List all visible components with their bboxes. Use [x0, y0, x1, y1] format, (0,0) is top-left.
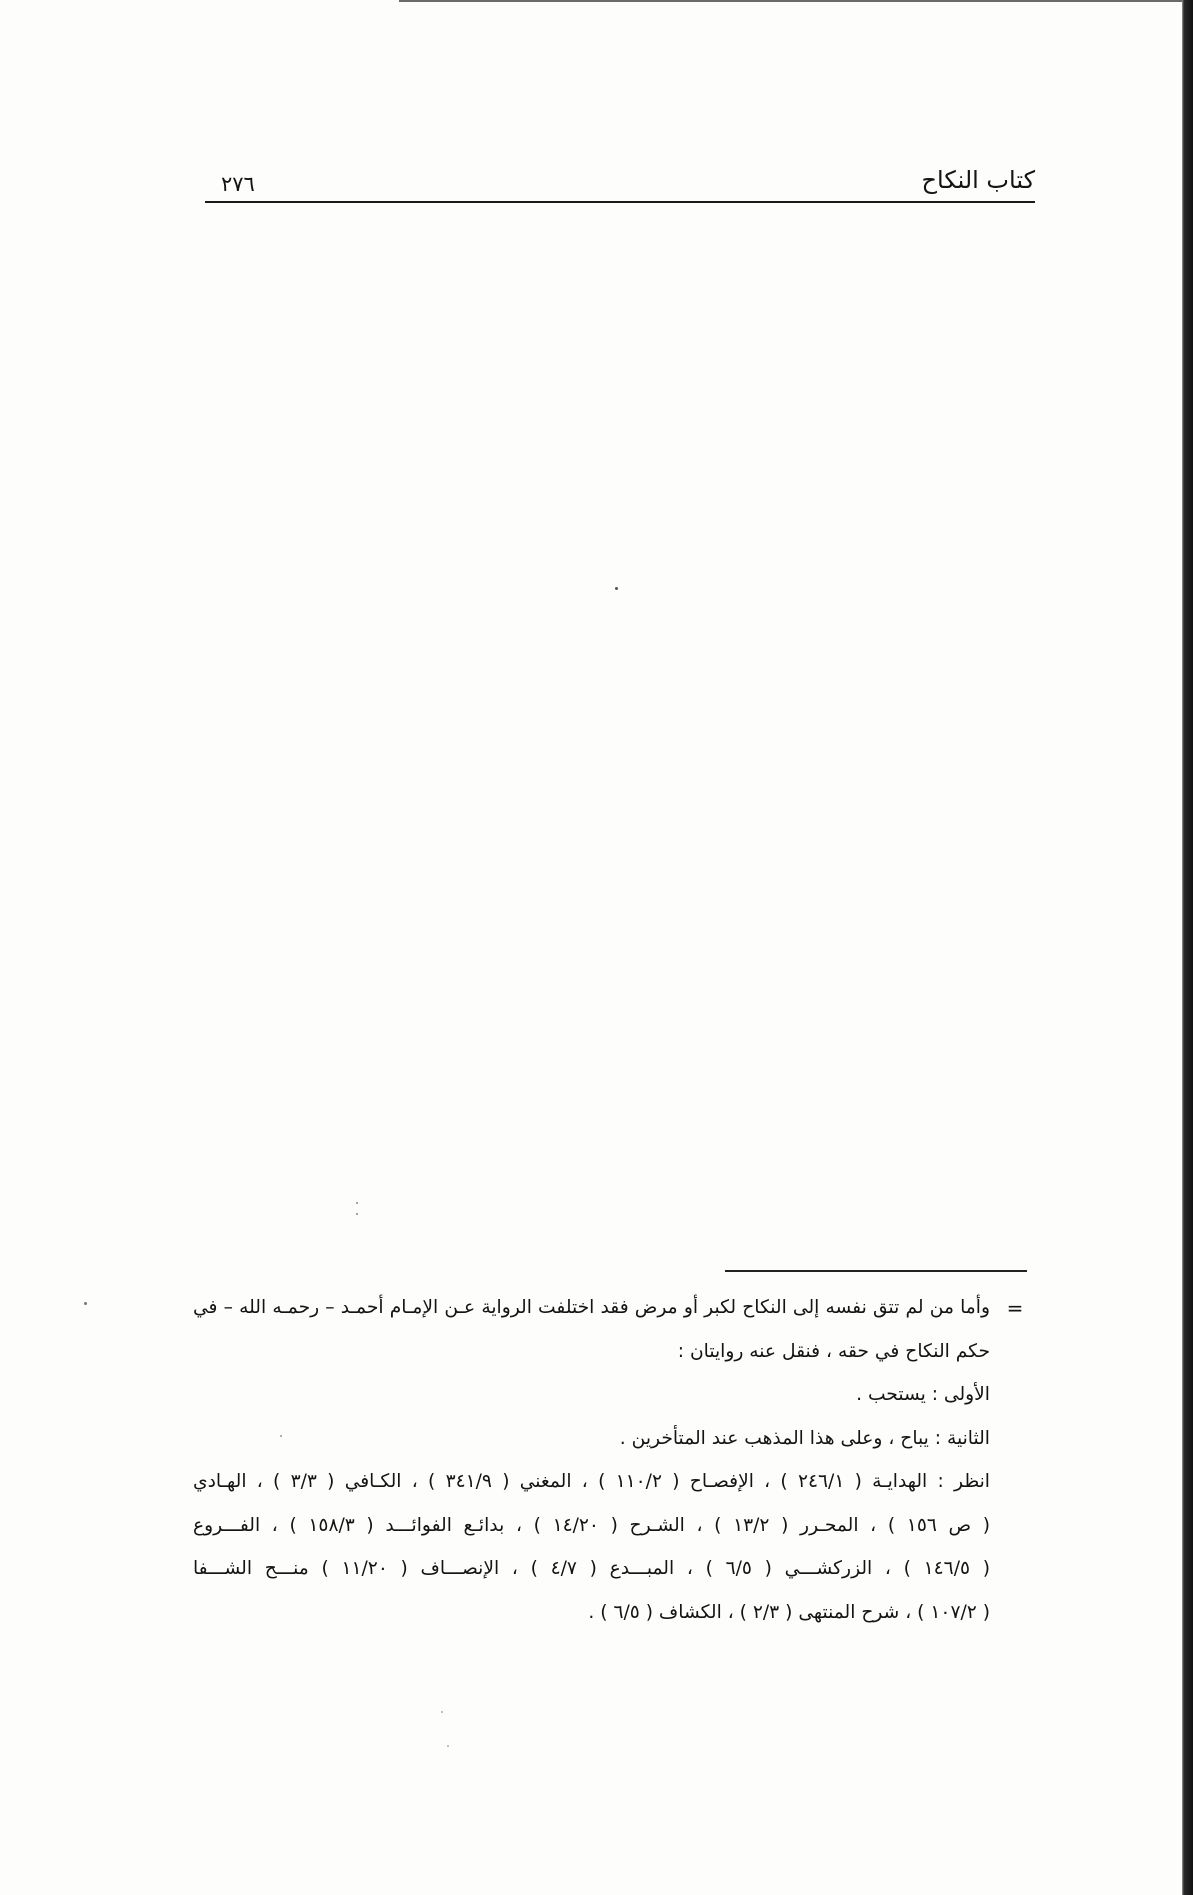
footnote-line-text: ( ١٠٧/٢ ) ، شرح المنتهى ( ٢/٣ ) ، الكشاف ( ٦/٥ ) . — [588, 1601, 990, 1623]
footnote-continuation-mark: = — [1006, 1296, 1024, 1320]
footnote-line-text: ( ص ١٥٦ ) ، المحـرر ( ١٣/٢ ) ، الشـرح ( ١٤/٢٠ ) ، بدائـع الفوائـــد ( ١٥٨/٣ ) ، الفـــروع — [193, 1514, 991, 1536]
scan-speck — [356, 1202, 358, 1204]
footnote-line — [193, 1460, 990, 1504]
footnote-line-text: وأما من لم تتق نفسه إلى النكاح لكبر أو مرض فقد اختلفت الرواية عـن الإمـام أحمـد – رحمـه الله – في — [193, 1297, 990, 1318]
footnote-line — [193, 1417, 990, 1461]
footnote-line — [193, 1504, 990, 1548]
scan-speck — [441, 1711, 443, 1713]
chapter-title: كتاب النكاح — [921, 166, 1035, 194]
footnote-line-text: الثانية : يباح ، وعلى هذا المذهب عند المتأخرين . — [619, 1427, 990, 1449]
footnote-line-text: ( ١٤٦/٥ ) ، الزركشـــي ( ٦/٥ ) ، المبـــدع ( ٤/٧ ) ، الإنصـــاف ( ١١/٢٠ ) منـــح الشـــفا — [193, 1558, 990, 1579]
footnote-line-text: انظر : الهدايـة ( ٢٤٦/١ ) ، الإفصـاح ( ١١٠/٢ ) ، المغني ( ٣٤١/٩ ) ، الكـافي ( ٣/٣ ) ، الهـادي — [193, 1471, 990, 1492]
footnote — [193, 1286, 990, 1634]
footnote-line-text: الأولى : يستحب . — [856, 1384, 990, 1405]
scan-speck — [615, 587, 618, 590]
footnote-line — [193, 1330, 990, 1374]
scan-speck — [447, 1745, 449, 1747]
footnote-line — [193, 1373, 990, 1417]
header-rule — [205, 201, 1035, 203]
footnote-line-text: حكم النكاح في حقه ، فنقل عنه روايتان : — [677, 1340, 990, 1362]
page-number: ٢٧٦ — [221, 172, 255, 196]
footnote-line — [193, 1591, 990, 1635]
footnote-separator — [725, 1270, 1027, 1272]
footnote-line — [193, 1547, 990, 1591]
footnote-line — [193, 1286, 990, 1330]
scan-speck — [356, 1213, 358, 1215]
scan-speck — [84, 1302, 87, 1305]
scan-edge-right — [1182, 0, 1193, 1895]
scan-edge-top — [399, 0, 1193, 2]
